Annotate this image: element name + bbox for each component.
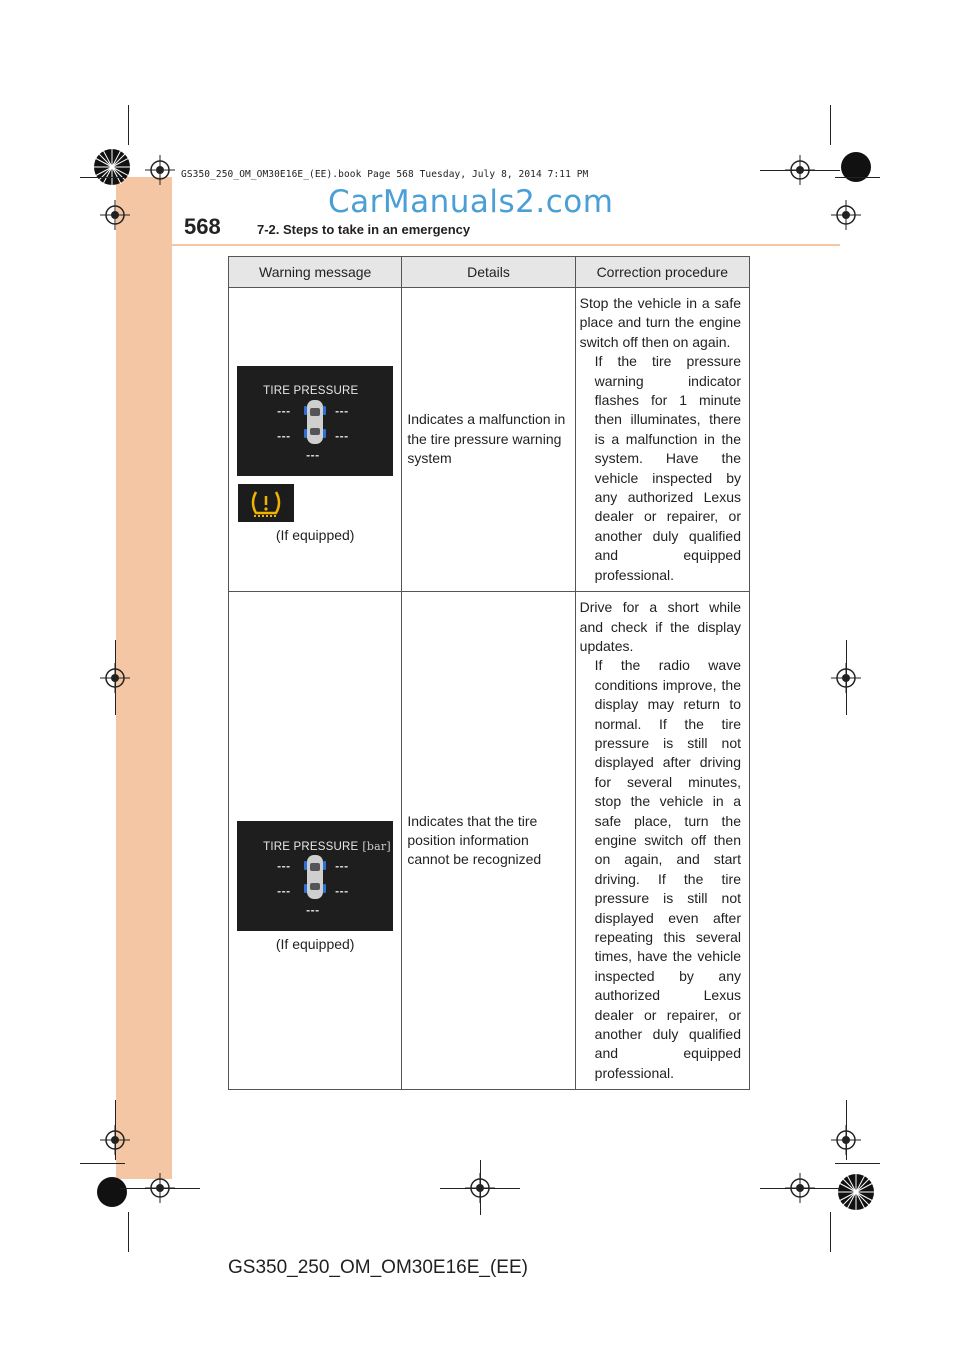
correction-procedure-cell <box>575 288 749 592</box>
display-title: TIRE PRESSURE <box>263 384 359 397</box>
car-top-view-icon <box>304 398 326 446</box>
details-cell: Indicates that the tire position information cannot be recognized <box>402 592 575 1090</box>
registration-target-top-left <box>145 155 175 185</box>
display-unit: [bar] <box>362 839 391 853</box>
procedure-sub: If the tire pressure warning indicator flashes for 1 minute then illuminates, there is a malfunction in the system. Have the vehicle inspected by any authorized Lexus dealer or repairer, or another duly qualified and equipped professional. <box>594 353 741 583</box>
column-header: Warning message <box>229 257 402 288</box>
book-file-stamp: GS350_250_OM_OM30E16E_(EE).book Page 568 Tuesday, July 8, 2014 7:11 PM <box>181 169 589 180</box>
details-cell: Indicates a malfunction in the tire pressure warning system <box>402 288 575 592</box>
tire-pressure-display <box>237 821 393 931</box>
tire-value-front-left: --- <box>277 403 291 418</box>
if-equipped-note: (If equipped) <box>275 935 355 952</box>
correction-procedure-cell <box>575 592 749 1090</box>
crop-mark-starburst-top-left <box>90 145 134 189</box>
registration-target-upper-left <box>100 200 130 230</box>
tire-value-rear-right: --- <box>335 428 349 443</box>
table-row <box>229 592 750 1090</box>
column-header: Correction procedure <box>575 257 749 288</box>
tire-value-front-left: --- <box>277 858 291 873</box>
header-rule <box>116 244 840 246</box>
tire-value-rear-right: --- <box>335 883 349 898</box>
section-title: 7-2. Steps to take in an emergency <box>257 222 471 237</box>
warning-message-cell <box>229 288 402 592</box>
display-title: TIRE PRESSURE [bar] <box>263 839 391 853</box>
crop-mark-solid-bottom-left <box>90 1170 134 1214</box>
column-header: Details <box>402 257 575 288</box>
warning-message-table <box>228 256 750 1090</box>
tire-value-spare: --- <box>306 447 320 462</box>
tire-value-rear-left: --- <box>277 428 291 443</box>
page-number: 568 <box>184 214 221 239</box>
car-top-view-icon <box>304 853 326 901</box>
table-row <box>229 288 750 592</box>
procedure-lead: Stop the vehicle in a safe place and turn the engine switch off then on again. <box>579 295 741 350</box>
footer-model-code: GS350_250_OM_OM30E16E_(EE) <box>228 1257 528 1278</box>
tire-pressure-warning-icon <box>238 484 294 522</box>
table-header-row <box>229 257 750 288</box>
tire-value-front-right: --- <box>335 403 349 418</box>
if-equipped-note: (If equipped) <box>275 526 355 543</box>
procedure-sub: If the radio wave conditions improve, the display may return to normal. If the tire pressure is still not displayed after driving for several minutes, stop the vehicle in a safe place, turn the engine switch off then on again, and start driving. If the tire pressure is still not displayed even after repeating this several times, have the vehicle inspected by any authorized Lexus dealer or repairer, or another duly qualified and equipped professional. <box>594 657 741 1081</box>
warning-message-cell <box>229 592 402 1090</box>
tire-value-front-right: --- <box>335 858 349 873</box>
tire-value-rear-left: --- <box>277 883 291 898</box>
watermark: CarManuals2.com <box>328 184 614 220</box>
registration-target-upper-right <box>831 200 861 230</box>
tire-value-spare: --- <box>306 902 320 917</box>
crop-mark-solid-top-right <box>834 145 878 189</box>
tire-pressure-display <box>237 366 393 476</box>
crop-mark-starburst-bottom-right <box>834 1170 878 1214</box>
procedure-lead: Drive for a short while and check if the display updates. <box>579 599 741 654</box>
